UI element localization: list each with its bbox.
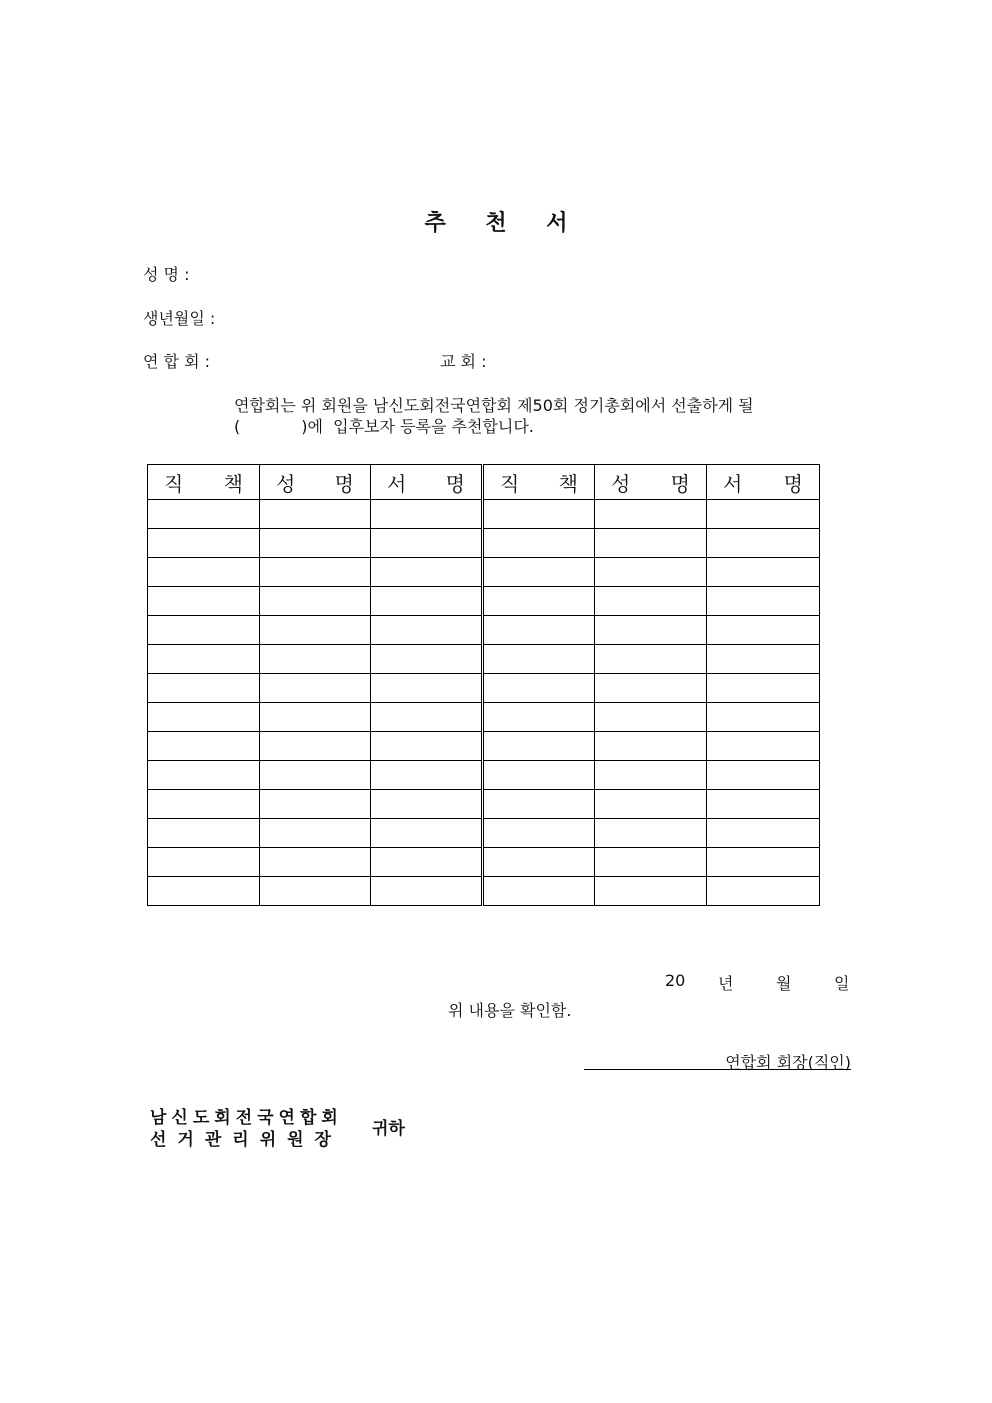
table-cell[interactable] [148,819,260,848]
table-cell[interactable] [148,558,260,587]
table-cell[interactable] [483,819,595,848]
signer-label: 연합회 회장(직인) [725,1053,851,1072]
table-cell[interactable] [148,587,260,616]
table-cell[interactable] [707,790,820,819]
table-cell[interactable] [707,819,820,848]
table-row [148,877,820,906]
table-cell[interactable] [148,616,260,645]
table-cell[interactable] [148,500,260,529]
table-cell[interactable] [260,616,371,645]
table-cell[interactable] [371,674,483,703]
document-title: 추 천 서 [424,211,584,236]
date-month: 월 [776,974,792,993]
table-cell[interactable] [595,529,707,558]
table-cell[interactable] [371,761,483,790]
addressee-line1: 남신도회전국연합회 [150,1108,343,1128]
table-header-row [148,465,820,500]
table-cell[interactable] [371,529,483,558]
table-cell[interactable] [260,819,371,848]
table-cell[interactable] [483,529,595,558]
signature-table [147,464,820,906]
table-cell[interactable] [483,877,595,906]
table-cell[interactable] [371,819,483,848]
table-cell[interactable] [595,790,707,819]
table-cell[interactable] [483,761,595,790]
name-label: 성 명 : [143,265,190,284]
union-label: 연 합 회 : [143,352,211,371]
table-cell[interactable] [483,500,595,529]
table-cell[interactable] [371,732,483,761]
table-cell[interactable] [260,645,371,674]
table-cell[interactable] [483,558,595,587]
table-cell[interactable] [707,645,820,674]
church-label: 교 회 : [440,352,487,371]
confirmation-text: 위 내용을 확인함. [448,1001,572,1020]
recommendation-text-line2: ( )에 입후보자 등록을 추천합니다. [234,417,534,436]
table-cell[interactable] [260,877,371,906]
table-cell[interactable] [260,761,371,790]
table-cell[interactable] [260,848,371,877]
table-cell[interactable] [483,703,595,732]
addressee-line2: 선거관리위원장 [150,1130,342,1150]
table-cell[interactable] [595,732,707,761]
table-cell[interactable] [595,616,707,645]
table-row [148,587,820,616]
table-cell[interactable] [707,500,820,529]
table-cell[interactable] [148,732,260,761]
table-cell[interactable] [707,529,820,558]
table-cell[interactable] [371,790,483,819]
table-cell[interactable] [260,703,371,732]
table-cell[interactable] [707,616,820,645]
table-cell[interactable] [483,616,595,645]
table-cell[interactable] [260,790,371,819]
table-cell[interactable] [595,848,707,877]
table-row [148,674,820,703]
table-cell[interactable] [148,674,260,703]
table-cell[interactable] [260,674,371,703]
table-cell[interactable] [595,819,707,848]
table-cell[interactable] [260,587,371,616]
table-cell[interactable] [595,703,707,732]
table-row [148,645,820,674]
table-cell[interactable] [148,848,260,877]
birthdate-label: 생년월일 : [143,309,216,328]
table-cell[interactable] [483,790,595,819]
table-row [148,761,820,790]
table-cell[interactable] [260,529,371,558]
col-header-name-2: 성 명 [595,465,707,500]
table-cell[interactable] [148,703,260,732]
table-cell[interactable] [148,645,260,674]
table-cell[interactable] [707,761,820,790]
table-cell[interactable] [371,848,483,877]
table-cell[interactable] [707,877,820,906]
table-cell[interactable] [371,703,483,732]
table-cell[interactable] [595,587,707,616]
table-row [148,848,820,877]
table-cell[interactable] [483,674,595,703]
table-cell[interactable] [483,645,595,674]
table-cell[interactable] [707,703,820,732]
table-row [148,500,820,529]
table-cell[interactable] [148,877,260,906]
table-cell[interactable] [371,587,483,616]
table-row [148,529,820,558]
table-cell[interactable] [371,616,483,645]
col-header-signature-2: 서 명 [707,465,820,500]
table-cell[interactable] [483,848,595,877]
table-row [148,616,820,645]
col-header-name: 성 명 [260,465,371,500]
table-cell[interactable] [707,732,820,761]
table-cell[interactable] [483,587,595,616]
table-row [148,819,820,848]
table-cell[interactable] [148,529,260,558]
table-cell[interactable] [260,500,371,529]
table-row [148,558,820,587]
table-cell[interactable] [595,761,707,790]
table-cell[interactable] [371,558,483,587]
col-header-position: 직 책 [148,465,260,500]
table-cell[interactable] [595,558,707,587]
table-cell[interactable] [148,761,260,790]
table-cell[interactable] [371,645,483,674]
signature-line [584,1069,851,1070]
date-year-prefix: 20 [665,971,686,990]
table-cell[interactable] [371,500,483,529]
date-year: 년 [718,974,734,993]
col-header-position-2: 직 책 [483,465,595,500]
table-cell[interactable] [707,558,820,587]
table-cell[interactable] [483,732,595,761]
table-cell[interactable] [371,877,483,906]
table-cell[interactable] [260,732,371,761]
table-row [148,703,820,732]
table-cell[interactable] [595,877,707,906]
date-day: 일 [834,974,850,993]
col-header-signature: 서 명 [371,465,483,500]
table-row [148,790,820,819]
table-row [148,732,820,761]
table-cell[interactable] [595,674,707,703]
table-cell[interactable] [148,790,260,819]
table-cell[interactable] [260,558,371,587]
table-cell[interactable] [707,848,820,877]
table-cell[interactable] [707,587,820,616]
table-cell[interactable] [707,674,820,703]
honorific: 귀하 [372,1119,405,1139]
recommendation-text-line1: 연합회는 위 회원을 남신도회전국연합회 제50회 정기총회에서 선출하게 될 [234,396,754,415]
table-cell[interactable] [595,500,707,529]
table-cell[interactable] [595,645,707,674]
